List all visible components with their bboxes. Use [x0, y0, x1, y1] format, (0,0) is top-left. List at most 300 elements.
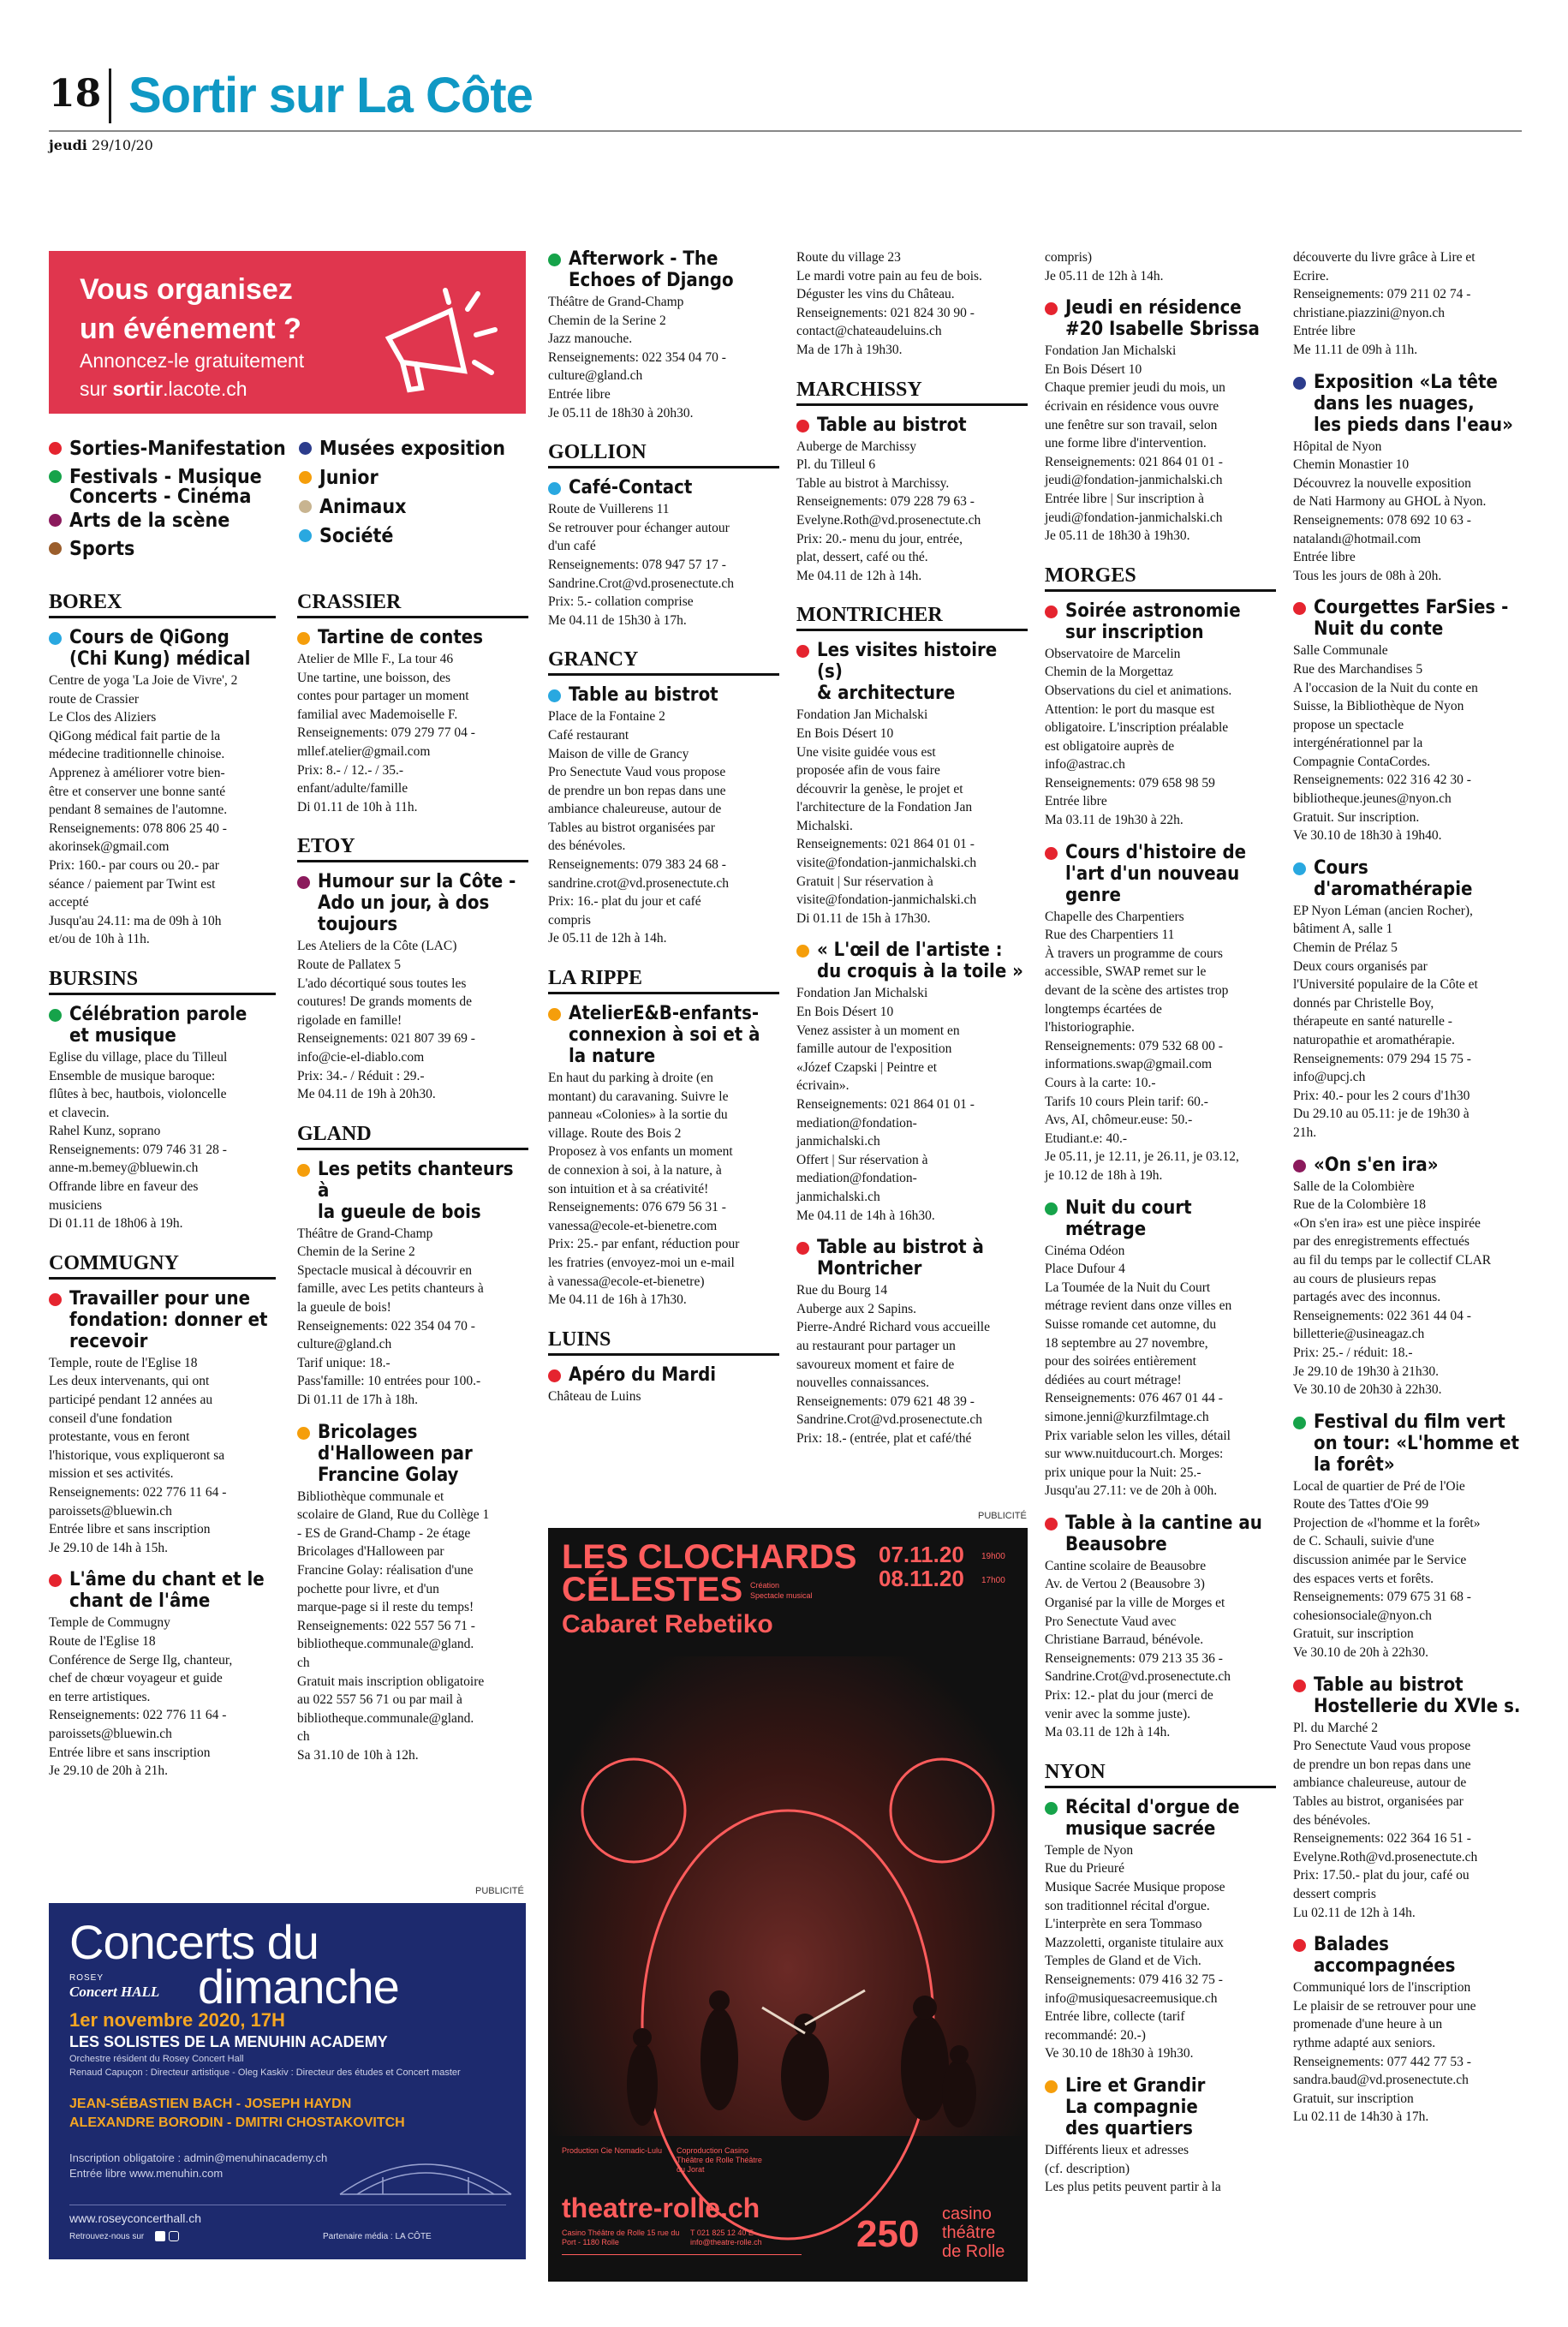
event-detail-line: paroissets@bluewin.ch	[49, 1726, 172, 1741]
ad-theatre-production: Production Cie Nomadic-Lulu	[562, 2146, 663, 2155]
event-title	[1293, 372, 1524, 436]
event-detail-line: - ES de Grand-Champ - 2e étage	[297, 1525, 471, 1541]
event-detail-line: Gratuit | Sur réservation à	[796, 874, 933, 889]
event-title-line: d'aromathérapie	[1314, 878, 1473, 900]
event-detail-line: Je 05.11, je 12.11, je 26.11, je 03.12,	[1045, 1149, 1239, 1165]
event-title-line: Table au bistrot	[817, 414, 967, 436]
event-listing[interactable]	[1293, 1674, 1524, 1923]
facebook-icon[interactable]	[155, 2231, 165, 2241]
event-title-line: Les visites histoire (s)	[817, 640, 998, 683]
event-listing[interactable]	[1045, 842, 1276, 1185]
event-detail-line: Auberge de Marchissy	[796, 439, 917, 454]
event-detail-line: Renseignements: 021 864 01 01 -	[1045, 454, 1223, 469]
event-detail-line: mllef.atelier@gmail.com	[297, 743, 431, 759]
event-detail-line: Auberge aux 2 Sapins.	[796, 1301, 917, 1316]
event-title	[49, 627, 276, 670]
town-heading: BURSINS	[49, 968, 276, 995]
logo-line-1: casino	[942, 2205, 992, 2223]
event-detail-line: Jusqu'au 24.11: ma de 09h à 10h	[49, 913, 222, 928]
event-detail-line: En Bois Désert 10	[796, 725, 894, 741]
event-detail-line: Me 11.11 de 09h à 11h.	[1293, 342, 1418, 357]
event-detail-line: Place de la Fontaine 2	[548, 709, 665, 725]
ad-entry[interactable]: Entrée libre www.menuhin.com	[69, 2167, 224, 2180]
agenda-column-3	[548, 248, 779, 1417]
event-listing[interactable]	[297, 627, 528, 816]
event-detail-line: Av. de Vertou 2 (Beausobre 3)	[1045, 1577, 1205, 1592]
event-title-line: du croquis à la toile »	[817, 961, 1023, 983]
event-detail-line: visite@fondation-janmichalski.ch	[796, 892, 977, 908]
event-detail-line: Bibliothèque communale et	[297, 1489, 444, 1504]
event-detail-line: de C. Schauli, suivie d'une	[1293, 1534, 1434, 1549]
agenda-column-6	[1293, 248, 1524, 2139]
event-listing[interactable]	[1045, 600, 1276, 830]
ad-inscription[interactable]: Inscription obligatoire : admin@menuhinacademy.ch	[69, 2151, 328, 2164]
event-detail-line: sur www.nuitducourt.ch. Morges:	[1045, 1447, 1224, 1462]
event-title-line: Balades	[1314, 1934, 1389, 1956]
event-listing[interactable]	[1293, 597, 1524, 845]
event-detail-line: Chemin de Prélaz 5	[1293, 940, 1398, 956]
event-detail-line: Pro Senectute Vaud avec	[1045, 1614, 1177, 1629]
event-detail-line: Ve 30.10 de 20h30 à 22h30.	[1293, 1382, 1442, 1398]
event-detail-line: L'ado décortiqué sous toutes les	[297, 976, 467, 991]
event-detail-line: info@cie-el-diablo.com	[297, 1049, 425, 1065]
event-listing[interactable]	[548, 477, 779, 629]
town-heading: MONTRICHER	[796, 604, 1028, 631]
event-listing[interactable]	[1293, 1411, 1524, 1662]
event-detail-line: La Toumée de la Nuit du Court	[1045, 1280, 1211, 1295]
event-title	[548, 248, 779, 291]
event-listing[interactable]	[297, 1159, 528, 1410]
event-title-line: accompagnées	[1314, 1955, 1456, 1978]
event-detail-line: Entrée libre | Sur inscription à	[1045, 491, 1205, 506]
ad-theatre-logo-number: 250	[856, 2213, 920, 2255]
event-detail-line: je 10.12 de 18h à 19h.	[1045, 1167, 1163, 1183]
event-title	[297, 1159, 528, 1223]
event-listing[interactable]	[49, 1004, 276, 1233]
instagram-icon[interactable]	[169, 2231, 179, 2241]
legend-item	[299, 464, 379, 492]
event-title-line: Cours de QiGong	[69, 627, 230, 648]
event-detail-line: Me 04.11 de 14h à 16h30.	[796, 1208, 935, 1223]
event-detail-line: Centre de yoga 'La Joie de Vivre', 2	[49, 673, 238, 688]
ad-theatre-address: Casino Théâtre de Rolle 15 rue du Port - 1180 Rolle	[562, 2229, 680, 2246]
category-dot-icon	[1293, 1680, 1306, 1692]
event-detail-line: Temple, route de l'Eglise 18	[49, 1355, 198, 1370]
agenda-column-1	[49, 591, 276, 1793]
category-dot-icon	[1293, 1417, 1306, 1429]
promo-subtitle	[80, 347, 304, 403]
event-detail-line: Di 01.11 de 15h à 17h30.	[796, 910, 931, 926]
event-detail-line: l'historiographie.	[1045, 1020, 1135, 1035]
town-heading: BOREX	[49, 591, 276, 618]
event-listing[interactable]	[49, 627, 276, 949]
legend-label: Arts de la scène	[69, 510, 230, 532]
event-title-line: Travailler pour une	[69, 1287, 250, 1310]
event-detail-line: Gratuit. Sur inscription.	[1293, 809, 1420, 825]
event-detail-line: naturopathie et aromathérapie.	[1293, 1033, 1455, 1047]
event-title	[796, 415, 1028, 436]
town-heading: COMMUGNY	[49, 1252, 276, 1280]
ad-theatre-rolle[interactable]	[548, 1528, 1028, 2282]
town-heading: ETOY	[297, 835, 528, 862]
event-detail-line: Mazzoletti, organiste titulaire aux	[1045, 1935, 1224, 1950]
event-detail-line: village. Route des Bois 2	[548, 1125, 682, 1141]
event-listing[interactable]	[548, 1364, 779, 1406]
ad-hall-logo-1: ROSEY	[69, 1973, 104, 1983]
event-title-line: sur inscription	[1065, 621, 1204, 643]
event-detail-line: Renseignements: 079 621 48 39 -	[796, 1393, 975, 1409]
event-title-line: Exposition «La tête	[1314, 371, 1498, 393]
legend-label: Société	[319, 525, 394, 547]
event-detail-line: A l'occasion de la Nuit du conte en	[1293, 680, 1478, 695]
event-title-line: L'âme du chant et le	[69, 1569, 265, 1591]
event-detail-line: Di 01.11 de 17h à 18h.	[297, 1393, 419, 1408]
category-dot-icon	[1045, 1518, 1058, 1530]
event-detail-line: découverte du livre grâce à Lire et	[1293, 250, 1476, 265]
event-detail-line: Venez assister à un moment en	[796, 1023, 960, 1038]
event-listing[interactable]	[1045, 1513, 1276, 1742]
event-title-line: Soirée astronomie	[1065, 600, 1241, 622]
event-detail-line: Renseignements: 021 807 39 69 -	[297, 1031, 475, 1047]
event-title-line: Festival du film vert	[1314, 1411, 1505, 1433]
event-title	[1045, 1797, 1276, 1840]
event-detail-line: Se retrouver pour échanger autour	[548, 520, 730, 535]
event-detail-line: Atelier de Mlle F., La tour 46	[297, 652, 454, 666]
event-detail-line: Local de quartier de Pré de l'Oie	[1293, 1478, 1465, 1494]
event-detail-line: sandrine.crot@vd.prosenectute.ch	[548, 875, 729, 891]
ad-theatre-website[interactable]: theatre-rolle.ch	[562, 2193, 760, 2223]
event-detail-line: Salle Communale	[1293, 643, 1388, 659]
event-detail-line: conseil d'une fondation	[49, 1411, 172, 1426]
event-detail-line: Rue du Prieuré	[1045, 1861, 1124, 1877]
event-listing[interactable]	[796, 940, 1028, 1225]
event-detail-line: bibliotheque.communale@gland.	[297, 1637, 474, 1652]
publicite-label: PUBLICITÉ	[475, 1886, 524, 1896]
event-title-line: Afterwork - The	[569, 248, 718, 270]
event-detail-line: Renseignements: 078 692 10 63 -	[1293, 512, 1471, 528]
event-detail-line: la gueule de bois!	[297, 1300, 391, 1316]
event-detail-line: Sandrine.Crot@vd.prosenectute.ch	[796, 1412, 983, 1428]
event-listing[interactable]	[49, 1569, 276, 1780]
event-listing[interactable]	[1293, 857, 1524, 1143]
event-detail-line: son traditionnel récital d'orgue.	[1045, 1898, 1210, 1913]
event-detail-line: Lu 02.11 de 12h à 14h.	[1293, 1905, 1416, 1920]
event-title	[49, 1569, 276, 1612]
event-title-line: Table à la cantine au	[1065, 1512, 1262, 1534]
ad-theatre-sponsor-logos	[562, 2254, 802, 2267]
event-detail-line: Les plus petits peuvent partir à la	[1045, 2180, 1221, 2195]
event-detail-line: Route de l'Eglise 18	[49, 1633, 156, 1649]
event-detail-line: Je 05.11 de 18h30 à 19h30.	[1045, 528, 1190, 544]
event-detail-line: Gratuit, sur inscription	[1293, 2091, 1414, 2106]
legend-label: Animaux	[319, 496, 407, 518]
ad-concerts-dimanche[interactable]	[49, 1903, 526, 2259]
event-detail-line: Différents lieux et adresses	[1045, 2142, 1189, 2157]
event-detail-line: Chemin de la Morgettaz	[1045, 665, 1173, 680]
event-detail-line: Renseignements: 076 679 56 31 -	[548, 1200, 726, 1215]
event-detail-line: Du 29.10 au 05.11: je de 19h30 à	[1293, 1107, 1470, 1122]
event-detail-line: Entrée libre	[1293, 550, 1356, 565]
event-listing[interactable]	[796, 640, 1028, 928]
event-detail-line: Je 29.10 de 19h30 à 21h30.	[1293, 1363, 1440, 1379]
event-detail-line: cohesionsociale@nyon.ch	[1293, 1608, 1432, 1623]
event-detail-line: rythme adapté aux seniors.	[1293, 2035, 1436, 2050]
event-detail-line: Pro Senectute Vaud vous propose	[1293, 1739, 1471, 1754]
event-detail-line: Tarifs 10 cours Plein tarif: 60.-	[1045, 1094, 1208, 1109]
event-detail-line: Renseignements: 079 746 31 28 -	[49, 1142, 227, 1157]
event-detail-line: Renseignements: 078 806 25 40 -	[49, 820, 227, 836]
event-listing[interactable]	[796, 415, 1028, 586]
event-detail-line: Renseignements: 079 383 24 68 -	[548, 857, 726, 873]
event-detail-line: Prix: 20.- menu du jour, entrée,	[796, 531, 963, 546]
event-detail-line: Compagnie ContaCordes.	[1293, 754, 1431, 769]
event-detail-line: devant de la scène des artistes trop	[1045, 983, 1229, 999]
event-detail-line: Une visite guidée vous est	[796, 744, 936, 760]
event-detail-line: Avs, AI, chômeur.euse: 50.-	[1045, 1113, 1193, 1128]
event-detail-line: Renseignements: 077 442 77 53 -	[1293, 2054, 1471, 2069]
event-listing[interactable]	[297, 871, 528, 1103]
category-dot-icon	[49, 1574, 62, 1587]
event-detail-line: Musique Sacrée Musique propose	[1045, 1880, 1225, 1894]
event-detail-line: culture@gland.ch	[548, 368, 643, 384]
event-detail-line: bibliotheque.communale@gland.	[297, 1710, 474, 1726]
promo-sub-line-1: Annoncez-le gratuitement	[80, 349, 305, 372]
ad-hall-logo-2: Concert HALL	[69, 1984, 160, 2000]
event-detail-line: Rue du Bourg 14	[796, 1283, 888, 1298]
event-detail-line: À travers un programme de cours	[1045, 946, 1223, 961]
event-detail-line: Observatoire de Marcelin	[1045, 646, 1181, 661]
event-title-line: la gueule de bois	[318, 1201, 481, 1223]
event-detail-line: d'un café	[548, 539, 596, 554]
event-detail-line: Offert | Sur réservation à	[796, 1152, 928, 1167]
event-title-line: toujours	[318, 914, 398, 936]
event-detail-line: Me 04.11 de 15h30 à 17h.	[548, 612, 687, 628]
event-detail-line: Tables au bistrot, organisées par	[1293, 1794, 1464, 1809]
event-detail-line: Fondation Jan Michalski	[1045, 343, 1177, 359]
event-listing[interactable]	[1293, 1155, 1524, 1399]
event-detail-line: des bénévoles.	[548, 838, 626, 854]
event-title-line: Café-Contact	[569, 477, 693, 499]
section-title: Sortir sur La Côte	[128, 68, 533, 123]
legend-item	[299, 522, 393, 551]
event-detail-line: contes pour partager un moment	[297, 689, 469, 704]
town-heading: GRANCY	[548, 648, 779, 676]
event-detail-line: info@astrac.ch	[1045, 757, 1125, 773]
event-title-line: la forêt»	[1314, 1453, 1395, 1476]
event-listing[interactable]	[1293, 1934, 1524, 2127]
event-detail-line: thérapeute en santé naturelle -	[1293, 1014, 1452, 1029]
event-detail-line: l'architecture de la Fondation Jan	[796, 800, 973, 815]
event-listing[interactable]	[1045, 297, 1276, 546]
event-title-line: Célébration parole	[69, 1003, 247, 1025]
event-detail-line: partagés avec des inconnus.	[1293, 1290, 1441, 1305]
event-detail-line: jeudi@fondation-janmichalski.ch	[1045, 510, 1223, 525]
event-title	[1293, 1411, 1524, 1476]
event-detail-line: son intuition et à sa créativité!	[548, 1181, 709, 1196]
event-title	[1293, 1674, 1524, 1717]
event-title-line: Récital d'orgue de	[1065, 1796, 1240, 1818]
event-title-line: Tartine de contes	[318, 627, 484, 648]
event-detail-line: Renseignements: 021 864 01 01 -	[796, 837, 975, 852]
event-detail-line: scolaire de Gland, Rue du Collège 1	[297, 1507, 490, 1523]
event-detail-line: Renseignements: 022 354 04 70 -	[297, 1318, 475, 1334]
event-detail-line: route de Crassier	[49, 691, 140, 707]
header-rule	[49, 130, 1522, 132]
event-listing[interactable]	[1045, 1197, 1276, 1501]
event-detail-line: une fenêtre sur son travail, selon	[1045, 417, 1218, 433]
event-title-line: des quartiers	[1065, 2117, 1193, 2139]
event-title-line: Courgettes FarSies -	[1314, 597, 1509, 619]
event-detail-line: Sandrine.Crot@vd.prosenectute.ch	[548, 576, 735, 591]
event-detail-line: Cantine scolaire de Beausobre	[1045, 1558, 1207, 1573]
event-detail-line: plat, dessert, café ou thé.	[796, 550, 928, 565]
category-dot-icon	[1293, 602, 1306, 615]
event-listing[interactable]	[548, 684, 779, 948]
event-detail-line: Chemin de la Serine 2	[297, 1244, 415, 1260]
event-detail-line: En Bois Désert 10	[796, 1005, 894, 1020]
issue-date-value: 29/10/20	[91, 137, 153, 153]
event-listing[interactable]	[796, 1237, 1028, 1447]
promo-headline-line-2: un événement ?	[80, 313, 301, 345]
ad-theatre-contact[interactable]: T 021 825 12 40 E info@theatre-rolle.ch	[690, 2229, 762, 2246]
event-listing[interactable]	[548, 248, 779, 422]
event-detail-line: Di 01.11 de 18h06 à 19h.	[49, 1216, 183, 1232]
event-title	[1045, 842, 1276, 906]
event-title-line: genre	[1065, 884, 1121, 906]
event-title-line: Ado un jour, à dos	[318, 892, 490, 915]
promo-headline	[80, 270, 301, 349]
event-detail-line: découvrir la genèse, le projet et	[796, 781, 963, 797]
event-detail-line: Prix: 17.50.- plat du jour, café ou	[1293, 1868, 1470, 1883]
event-title	[49, 1004, 276, 1047]
event-detail-line: montant) du caravaning. Suivre le	[548, 1089, 729, 1104]
event-detail-line: de prendre un bon repas dans une	[1293, 1757, 1471, 1772]
event-listing[interactable]	[1045, 2075, 1276, 2197]
event-detail-line: Entrée libre, collecte (tarif	[1045, 2009, 1185, 2025]
event-listing[interactable]	[1293, 372, 1524, 586]
event-title-line: recevoir	[69, 1330, 148, 1352]
event-title	[548, 684, 779, 706]
event-detail-line: mission et ses activités.	[49, 1466, 174, 1482]
event-detail-line: Ve 30.10 de 18h30 à 19h30.	[1045, 2046, 1194, 2061]
event-detail-line: panneau «Colonies» à la sortie du	[548, 1107, 728, 1123]
event-detail-line: Renseignements: 022 557 56 71 -	[297, 1618, 475, 1633]
ad-partner: Partenaire média : LA CÔTE	[323, 2232, 432, 2241]
event-detail-line: contact@chateaudeluins.ch	[796, 324, 942, 339]
event-detail-line: protestante, vous en feront	[49, 1429, 190, 1445]
event-detail-line: Gratuit, sur inscription	[1293, 1626, 1414, 1642]
event-title	[796, 940, 1028, 982]
promo-sub-line-2	[80, 375, 304, 403]
category-dot-icon	[796, 1242, 809, 1255]
event-detail-line: au 022 557 56 71 ou par mail à	[297, 1692, 462, 1708]
event-detail-line: familial avec Mademoiselle F.	[297, 707, 458, 722]
ad-theatre-logo-text	[942, 2205, 1005, 2261]
event-detail-line: accessible, SWAP remet sur le	[1045, 964, 1207, 980]
event-detail-line: Attention: le port du masque est	[1045, 701, 1215, 717]
ad-concerts-title-2: dimanche	[198, 1960, 399, 2014]
event-detail-line: Renseignements: 021 864 01 01 -	[796, 1097, 975, 1112]
event-listing[interactable]	[1045, 1797, 1276, 2063]
event-detail-line: Me 04.11 de 16h à 17h30.	[548, 1292, 687, 1308]
issue-date	[49, 137, 153, 153]
ad-website[interactable]: www.roseyconcerthall.ch	[69, 2211, 202, 2225]
legend-label: Festivals - Musique	[69, 466, 262, 488]
event-detail-line: compris	[548, 912, 591, 928]
event-detail-line: par des enregistrements effectués	[1293, 1234, 1470, 1250]
event-title-line: Echoes of Django	[569, 270, 734, 291]
concert-hall-building-icon	[331, 2143, 520, 2203]
event-detail-line: 18 septembre au 27 novembre,	[1045, 1335, 1208, 1351]
event-detail-line: de prendre un bon repas dans une	[548, 783, 726, 798]
promo-box[interactable]	[49, 251, 526, 414]
event-listing[interactable]	[796, 248, 1028, 360]
event-detail-line: en terre artistiques.	[49, 1689, 151, 1704]
event-detail-line: au restaurant pour partager un	[796, 1338, 956, 1353]
event-listing[interactable]	[548, 1003, 779, 1310]
event-detail-line: Route du village 23	[796, 250, 901, 265]
event-detail-line: Découvrez la nouvelle exposition	[1293, 475, 1471, 491]
event-title-line: La compagnie	[1065, 2096, 1198, 2118]
event-detail-line: Renseignements: 076 467 01 44 -	[1045, 1391, 1223, 1406]
ad-concerts-title-1: Concerts du	[69, 1915, 319, 1969]
legend-label: Sports	[69, 538, 135, 560]
event-listing[interactable]	[297, 1422, 528, 1765]
event-detail-line: écrivain en résidence vous ouvre	[1045, 398, 1219, 414]
event-detail-line: «On s'en ira» est une pièce inspirée	[1293, 1215, 1481, 1231]
event-detail-line: QiGong médical fait partie de la	[49, 728, 221, 743]
publicite-label: PUBLICITÉ	[978, 1511, 1027, 1521]
event-detail-line: natalandı@hotmail.com	[1293, 531, 1421, 546]
event-detail-line: Sandrine.Crot@vd.prosenectute.ch	[1045, 1669, 1231, 1685]
event-detail-line: Tables au bistrot organisées par	[548, 820, 715, 835]
event-detail-line: Conférence de Serge Ilg, chanteur,	[49, 1652, 233, 1668]
logo-line-3: de Rolle	[942, 2242, 1005, 2261]
event-detail-line: Ma de 17h à 19h30.	[796, 342, 903, 357]
event-detail-line: Michalski.	[796, 818, 853, 833]
event-detail-line: Rue des Marchandises 5	[1293, 661, 1423, 677]
event-listing[interactable]	[1293, 248, 1524, 360]
event-detail-line: Etudiant.e: 40.-	[1045, 1131, 1127, 1146]
event-detail-line: Deux cours organisés par	[1293, 958, 1428, 974]
event-detail-line: Renseignements: 022 316 42 30 -	[1293, 773, 1471, 788]
category-dot-icon	[796, 945, 809, 958]
event-detail-line: Evelyne.Roth@vd.prosenectute.ch	[1293, 1849, 1478, 1865]
event-listing[interactable]	[1045, 248, 1276, 285]
event-detail-line: Route de Vuillerens 11	[548, 502, 670, 517]
ad-orchestra: Orchestre résident du Rosey Concert Hall	[69, 2054, 244, 2064]
event-detail-line: Prix: 34.- / Réduit : 29.-	[297, 1068, 425, 1083]
event-title-line: Table au bistrot	[569, 684, 718, 707]
event-detail-line: Renseignements: 078 947 57 17 -	[548, 557, 726, 572]
event-title-line: fondation: donner et	[69, 1309, 268, 1331]
event-detail-line: Renseignements: 079 294 15 75 -	[1293, 1051, 1471, 1066]
event-detail-line: donnés par Christelle Boy,	[1293, 995, 1434, 1011]
event-title-line: « L'œil de l'artiste :	[817, 940, 1003, 962]
event-detail-line: Organisé par la ville de Morges et	[1045, 1596, 1225, 1611]
event-detail-line: Ve 30.10 de 20h à 22h30.	[1293, 1645, 1428, 1661]
event-detail-line: Renseignements: 022 776 11 64 -	[49, 1708, 227, 1723]
promo-headline-line-1: Vous organisez	[80, 273, 293, 306]
event-detail-line: mediation@fondation-	[796, 1115, 917, 1131]
event-listing[interactable]	[49, 1288, 276, 1558]
ad-theatre-subtitle: Cabaret Rebetiko	[562, 1610, 773, 1638]
category-dot-icon	[49, 542, 62, 555]
event-detail-line: Théâtre de Grand-Champ	[297, 1226, 433, 1241]
event-detail-line: jeudi@fondation-janmichalski.ch	[1045, 473, 1223, 488]
event-detail-line: simone.jenni@kurzfilmtage.ch	[1045, 1409, 1209, 1424]
event-detail-line: savoureux moment et faire de	[796, 1357, 955, 1372]
